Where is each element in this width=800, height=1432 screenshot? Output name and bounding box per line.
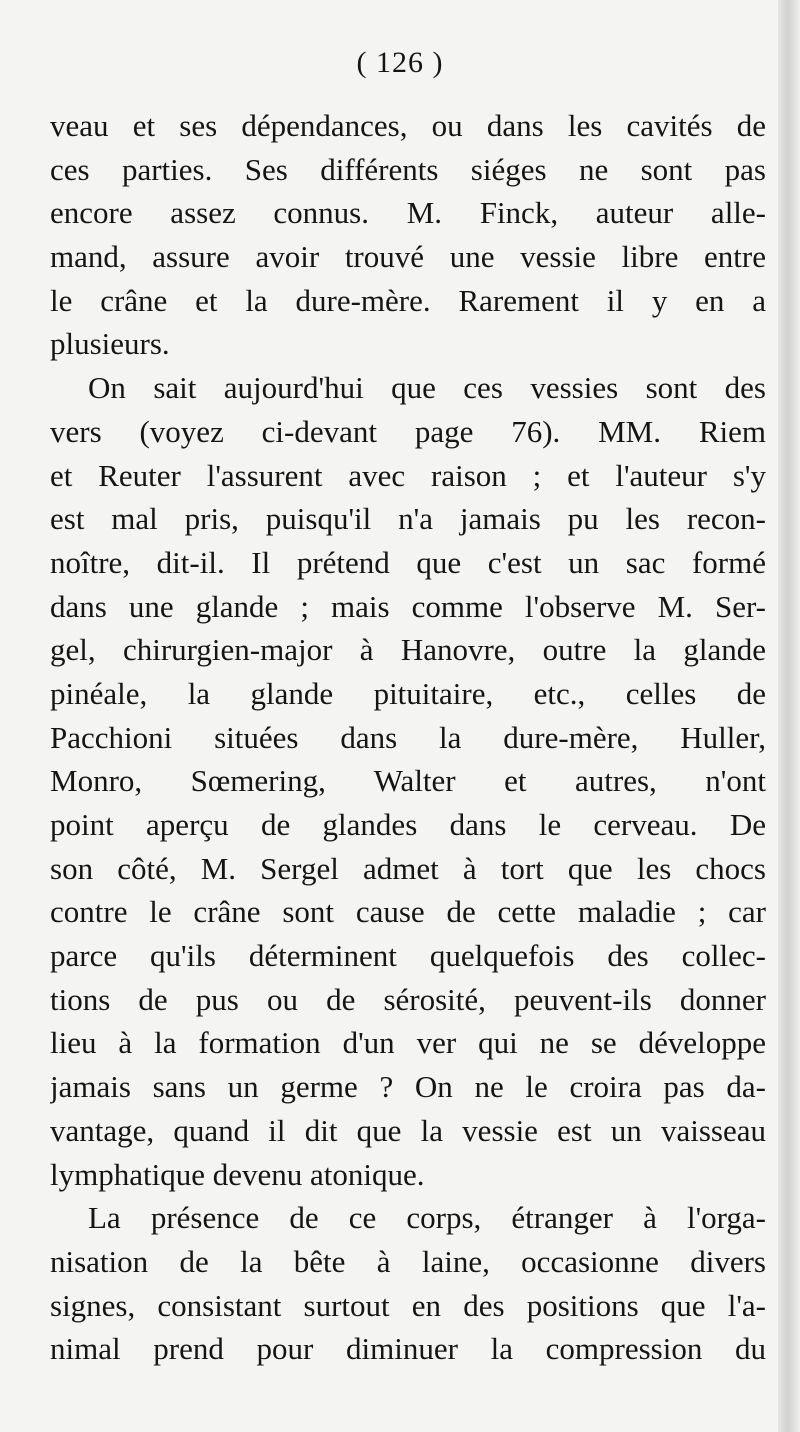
text-line: nimal prend pour diminuer la compression du [50,1331,766,1367]
text-line: veau et ses dépendances, ou dans les cavités de [50,108,766,143]
text-line: lieu à la formation d'un ver qui ne se développe [50,1025,766,1061]
text-line: contre le crâne sont cause de cette maladie ; car [50,894,766,930]
text-line: son côté, M. Sergel admet à tort que les chocs [50,850,766,886]
text-line: noître, dit-il. Il prétend que c'est un sac formé [50,544,766,580]
body-text [50,104,766,1371]
text-line: dans une glande ; mais comme l'observe M. Ser- [50,588,766,624]
text-line: Monro, Sœmering, Walter et autres, n'ont [50,763,766,799]
text-line: point aperçu de glandes dans le cerveau. De [50,807,766,842]
text-line: encore assez connus. M. Finck, auteur alle- [50,195,766,231]
text-line: est mal pris, puisqu'il n'a jamais pu les recon- [50,501,766,537]
page-edge-shadow [778,0,800,1432]
page-number: ( 126 ) [356,46,444,79]
text-line: tions de pus ou de sérosité, peuvent-ils donner [50,981,766,1017]
text-line: On sait aujourd'hui que ces vessies sont des [88,370,766,406]
text-line: gel, chirurgien-major à Hanovre, outre la glande [50,632,766,668]
text-line: vantage, quand il dit que la vessie est un vaisseau [50,1112,766,1148]
text-line: signes, consistant surtout en des positions que l'a- [50,1287,766,1323]
text-line: pinéale, la glande pituitaire, etc., celles de [50,675,766,711]
text-line: parce qu'ils déterminent quelquefois des collec- [50,938,766,974]
text-line: le crâne et la dure-mère. Rarement il y en a [50,282,766,318]
text-line: ces parties. Ses différents siéges ne sont pas [50,151,766,187]
text-line: et Reuter l'assurent avec raison ; et l'auteur s'y [50,457,766,493]
text-line: vers (voyez ci-devant page 76). MM. Riem [50,413,766,449]
text-line: jamais sans un germe ? On ne le croira pas da- [50,1069,766,1105]
text-line: mand, assure avoir trouvé une vessie libre entre [50,239,766,275]
text-line: La présence de ce corps, étranger à l'orga- [88,1200,766,1236]
text-line: Pacchioni situées dans la dure-mère, Huller, [50,719,766,755]
text-line: nisation de la bête à laine, occasionne divers [50,1243,766,1279]
text-line: plusieurs. [50,326,170,362]
text-line: lymphatique devenu atonique. [50,1156,425,1192]
